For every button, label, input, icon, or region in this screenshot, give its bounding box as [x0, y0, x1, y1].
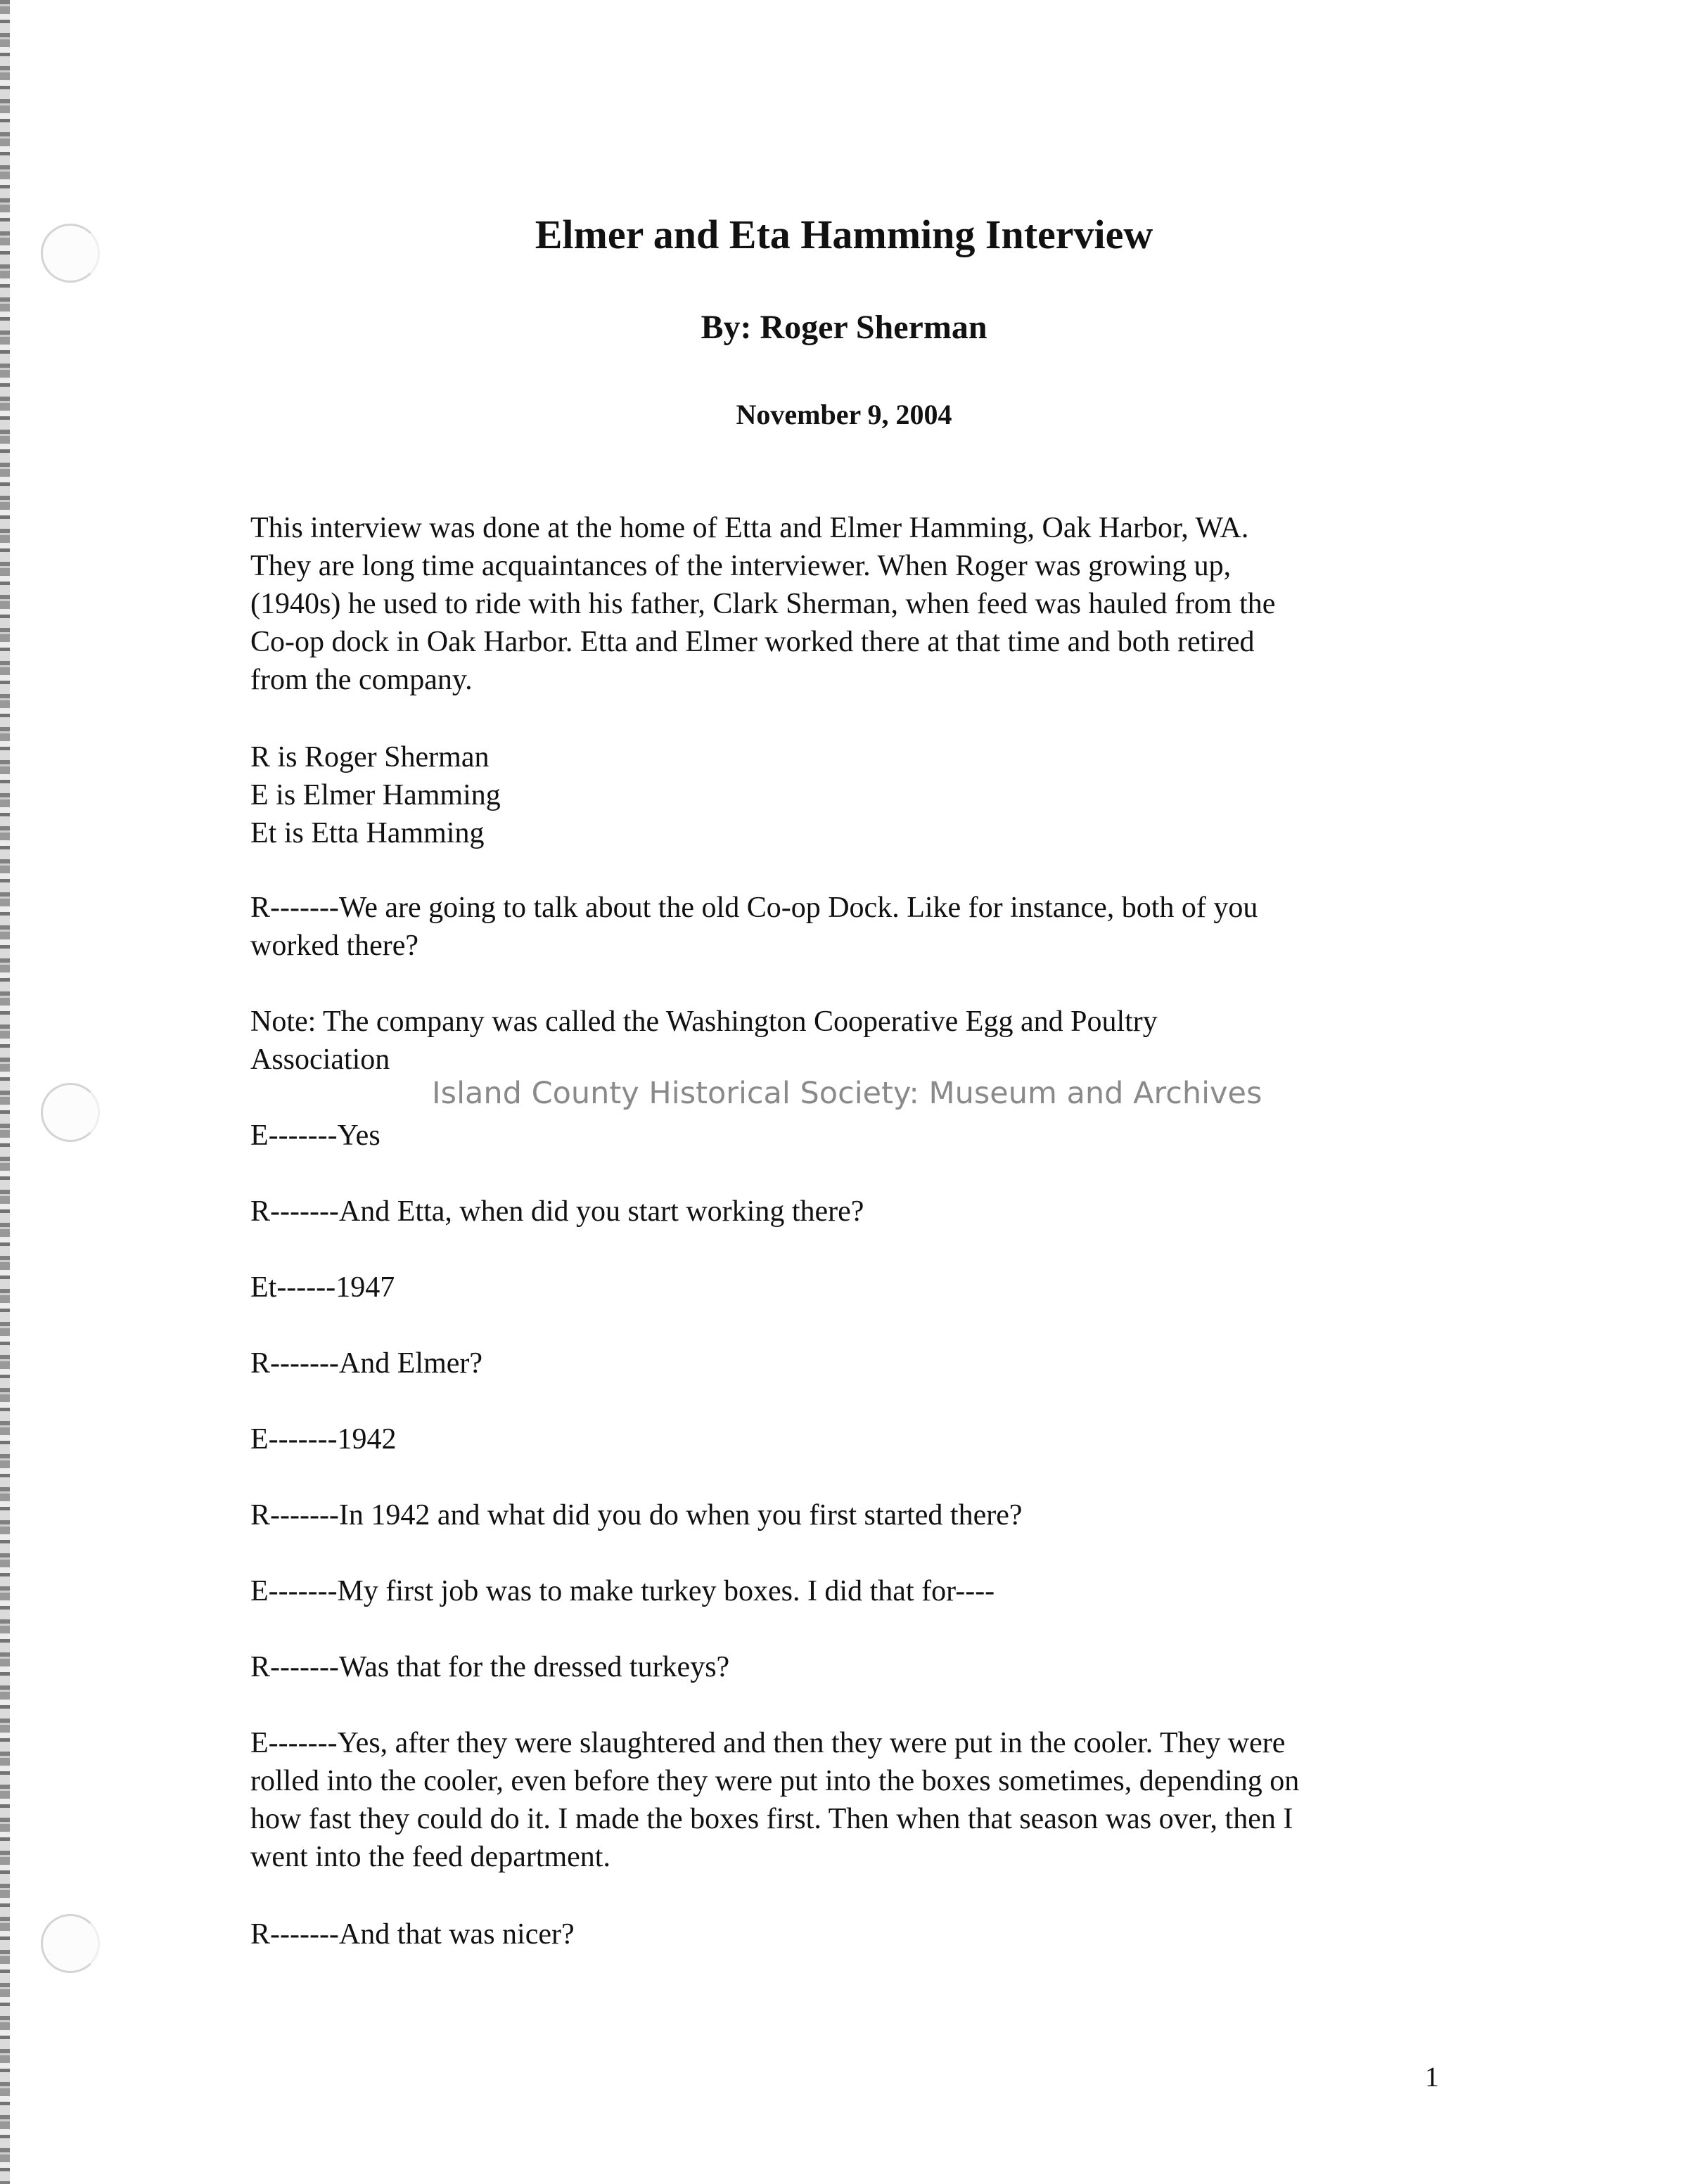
- transcript-paragraph: R-------And that was nicer?: [250, 1918, 575, 1951]
- punch-hole: [41, 1914, 100, 1973]
- transcript-paragraph: R-------And Elmer?: [250, 1347, 483, 1380]
- transcript-paragraph: R-------And Etta, when did you start working there?: [250, 1195, 864, 1228]
- document-title: Elmer and Eta Hamming Interview: [535, 212, 1153, 257]
- transcript-paragraph: E-------Yes: [250, 1119, 381, 1152]
- archive-watermark: Island County Historical Society: Museum and Archives: [432, 1076, 1262, 1111]
- intro-paragraph: This interview was done at the home of Etta and Elmer Hamming, Oak Harbor, WA. They are long time acquaintances of the interviewer. When Roger was growing up, (1940s) he used to ride with his father, Clark Sherman, when feed was hauled from the Co-op dock in Oak Harbor. Etta and Elmer worked there at that time and both retired from the company.: [250, 512, 1276, 696]
- speaker-legend: R is Roger Sherman E is Elmer Hamming Et is Etta Hamming: [250, 741, 501, 849]
- transcript-paragraph: E-------My first job was to make turkey boxes. I did that for----: [250, 1575, 995, 1607]
- transcript-paragraph: R-------In 1942 and what did you do when you first started there?: [250, 1499, 1023, 1531]
- transcript-paragraph: R-------Was that for the dressed turkeys?: [250, 1651, 730, 1683]
- transcript-paragraph: E-------1942: [250, 1423, 397, 1456]
- transcript-paragraph: R-------We are going to talk about the old Co-op Dock. Like for instance, both of you worked there?: [250, 892, 1258, 962]
- note-paragraph: Note: The company was called the Washington Cooperative Egg and Poultry Association: [250, 1006, 1158, 1076]
- page-number: 1: [1425, 2061, 1439, 2093]
- transcript-paragraph: Et------1947: [250, 1271, 395, 1304]
- byline: By: Roger Sherman: [701, 309, 987, 346]
- punch-hole: [41, 1083, 100, 1142]
- interview-date: November 9, 2004: [736, 399, 952, 430]
- transcript-paragraph: E-------Yes, after they were slaughtered and then they were put in the cooler. They were rolled into the cooler, even before they were put into the boxes sometimes, depending on how fast they could do it. I made the boxes first. Then when that season was over, then I went into the feed department.: [250, 1727, 1300, 1873]
